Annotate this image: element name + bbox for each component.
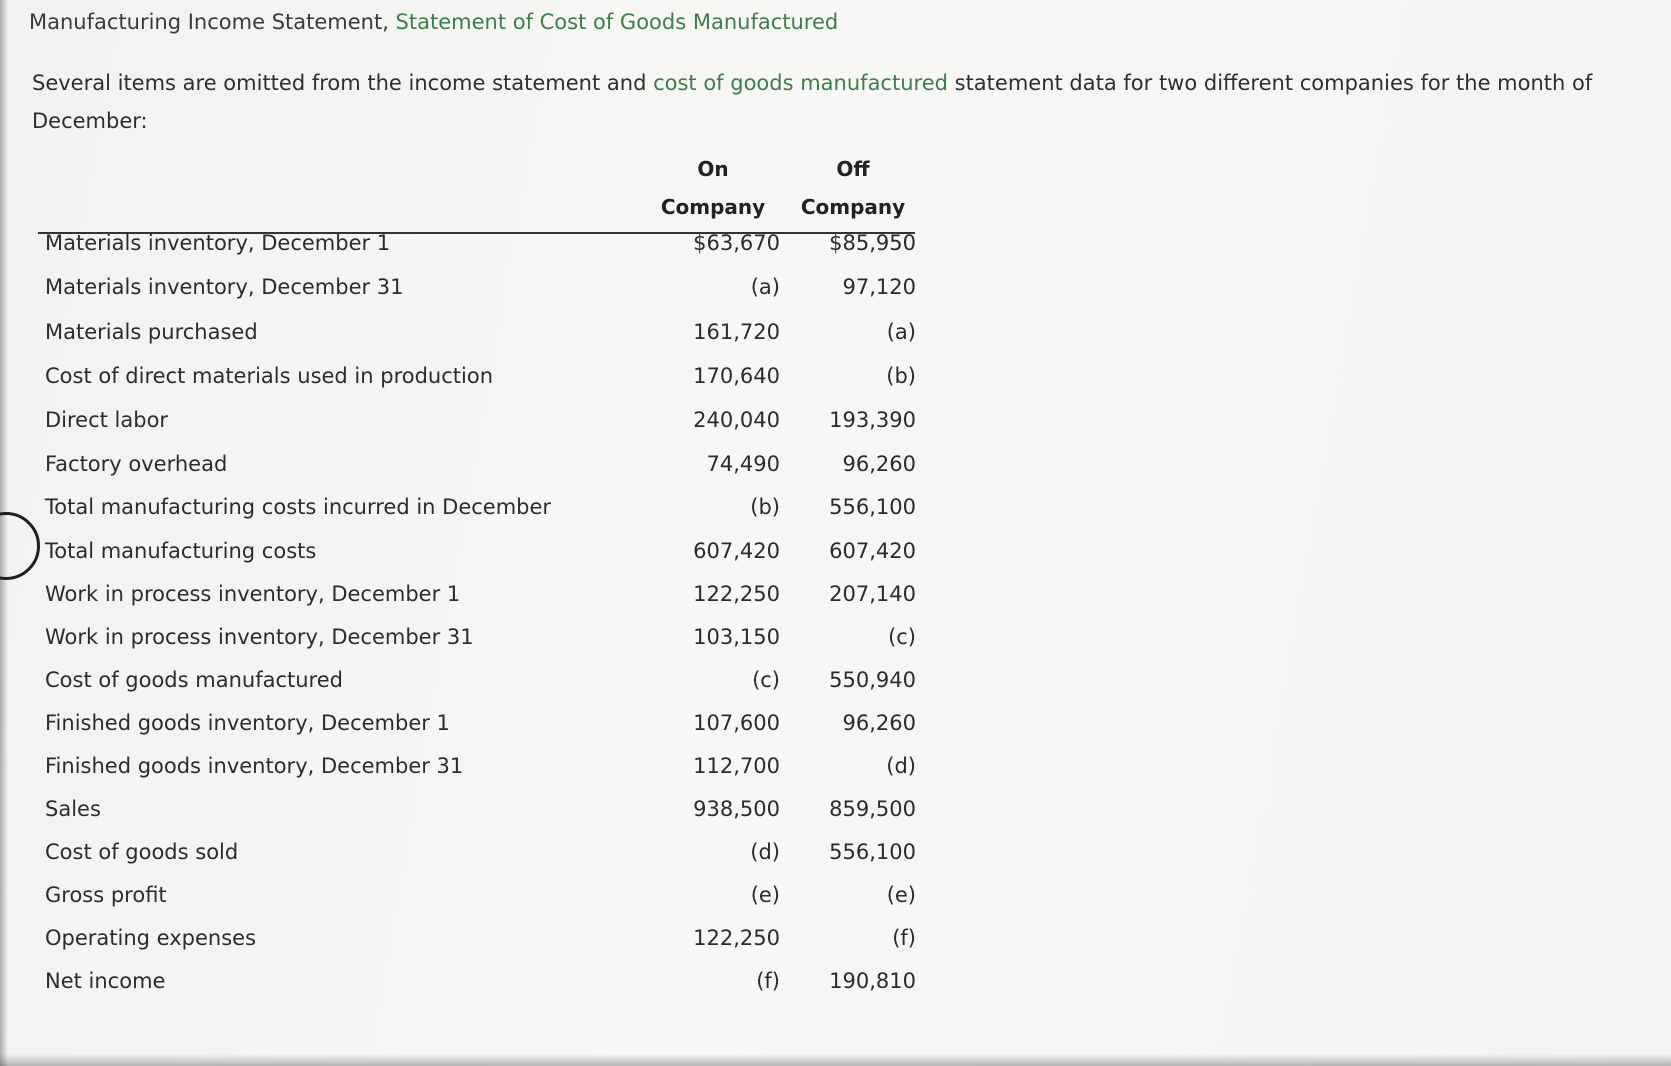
off-value: $85,950 <box>829 231 916 255</box>
off-value: 859,500 <box>829 797 916 821</box>
row-label: Cost of goods manufactured <box>45 668 343 692</box>
table-row <box>38 746 918 786</box>
on-value: 161,720 <box>693 320 780 344</box>
off-value: 190,810 <box>829 969 916 993</box>
off-value: 556,100 <box>829 495 916 519</box>
column-header-off: Off Company <box>800 157 906 219</box>
on-value: (d) <box>750 840 780 864</box>
on-value: $63,670 <box>693 231 780 255</box>
row-label: Cost of direct materials used in production <box>45 364 494 388</box>
intro-before: Several items are omitted from the income statement and <box>32 71 654 95</box>
on-value: (b) <box>750 495 780 519</box>
row-label: Net income <box>45 969 166 993</box>
off-value: 193,390 <box>829 408 916 432</box>
table-row <box>38 703 918 743</box>
on-value: (a) <box>750 275 780 299</box>
on-value: (c) <box>752 668 780 692</box>
row-label: Finished goods inventory, December 1 <box>45 711 450 735</box>
on-value: (f) <box>756 969 780 993</box>
table-row <box>38 312 918 352</box>
off-value: (a) <box>886 320 916 344</box>
off-value: 96,260 <box>842 711 916 735</box>
table-row <box>38 574 918 614</box>
on-value: 607,420 <box>693 539 780 563</box>
intro-link[interactable]: cost of goods manufactured <box>653 71 948 95</box>
row-label: Work in process inventory, December 31 <box>45 625 474 649</box>
on-value: 240,040 <box>693 408 780 432</box>
table-row <box>38 961 918 1001</box>
off-value: 97,120 <box>842 275 916 299</box>
bottom-edge-shadow <box>0 1054 1671 1066</box>
on-value: 122,250 <box>693 926 780 950</box>
row-label: Finished goods inventory, December 31 <box>45 754 464 778</box>
on-value: 103,150 <box>693 625 780 649</box>
off-value: (d) <box>886 754 916 778</box>
row-label: Total manufacturing costs incurred in December <box>45 495 552 519</box>
table-row <box>38 918 918 958</box>
on-value: (e) <box>750 883 780 907</box>
table-row <box>38 832 918 872</box>
row-label: Materials inventory, December 31 <box>45 275 404 299</box>
row-label: Total manufacturing costs <box>45 539 317 563</box>
off-value: 207,140 <box>829 582 916 606</box>
off-value: (e) <box>886 883 916 907</box>
row-label: Materials purchased <box>45 320 258 344</box>
table-row <box>38 660 918 700</box>
table-row <box>38 356 918 396</box>
row-label: Direct labor <box>45 408 169 432</box>
on-value: 170,640 <box>693 364 780 388</box>
off-value: 550,940 <box>829 668 916 692</box>
off-value: (c) <box>888 625 916 649</box>
on-value: 938,500 <box>693 797 780 821</box>
row-label: Operating expenses <box>45 926 257 950</box>
table-row <box>38 400 918 440</box>
title-link[interactable]: Statement of Cost of Goods Manufactured <box>395 10 839 34</box>
on-value: 112,700 <box>693 754 780 778</box>
table-row <box>38 789 918 829</box>
off-value: (f) <box>892 926 916 950</box>
intro-text <box>32 64 1622 140</box>
row-label: Work in process inventory, December 1 <box>45 582 461 606</box>
row-label: Cost of goods sold <box>45 840 239 864</box>
table-row <box>38 223 918 263</box>
off-value: 556,100 <box>829 840 916 864</box>
table-row <box>38 267 918 307</box>
on-value: 107,600 <box>693 711 780 735</box>
intro-after: statement data for two different companies for the month of December: <box>32 71 1593 133</box>
row-label: Sales <box>45 797 101 821</box>
table-row <box>38 487 918 527</box>
page-title <box>29 10 838 34</box>
row-label: Materials inventory, December 1 <box>45 231 391 255</box>
row-label: Factory overhead <box>45 452 228 476</box>
off-value: 96,260 <box>842 452 916 476</box>
off-value: 607,420 <box>829 539 916 563</box>
column-header-on: On Company <box>660 157 766 219</box>
table-row <box>38 444 918 484</box>
table-row <box>38 875 918 915</box>
table-row <box>38 617 918 657</box>
title-main: Manufacturing Income Statement, <box>29 10 396 34</box>
on-value: 74,490 <box>706 452 780 476</box>
on-value: 122,250 <box>693 582 780 606</box>
cursor-circle-icon <box>0 512 40 580</box>
off-value: (b) <box>886 364 916 388</box>
row-label: Gross profit <box>45 883 167 907</box>
table-row <box>38 531 918 571</box>
